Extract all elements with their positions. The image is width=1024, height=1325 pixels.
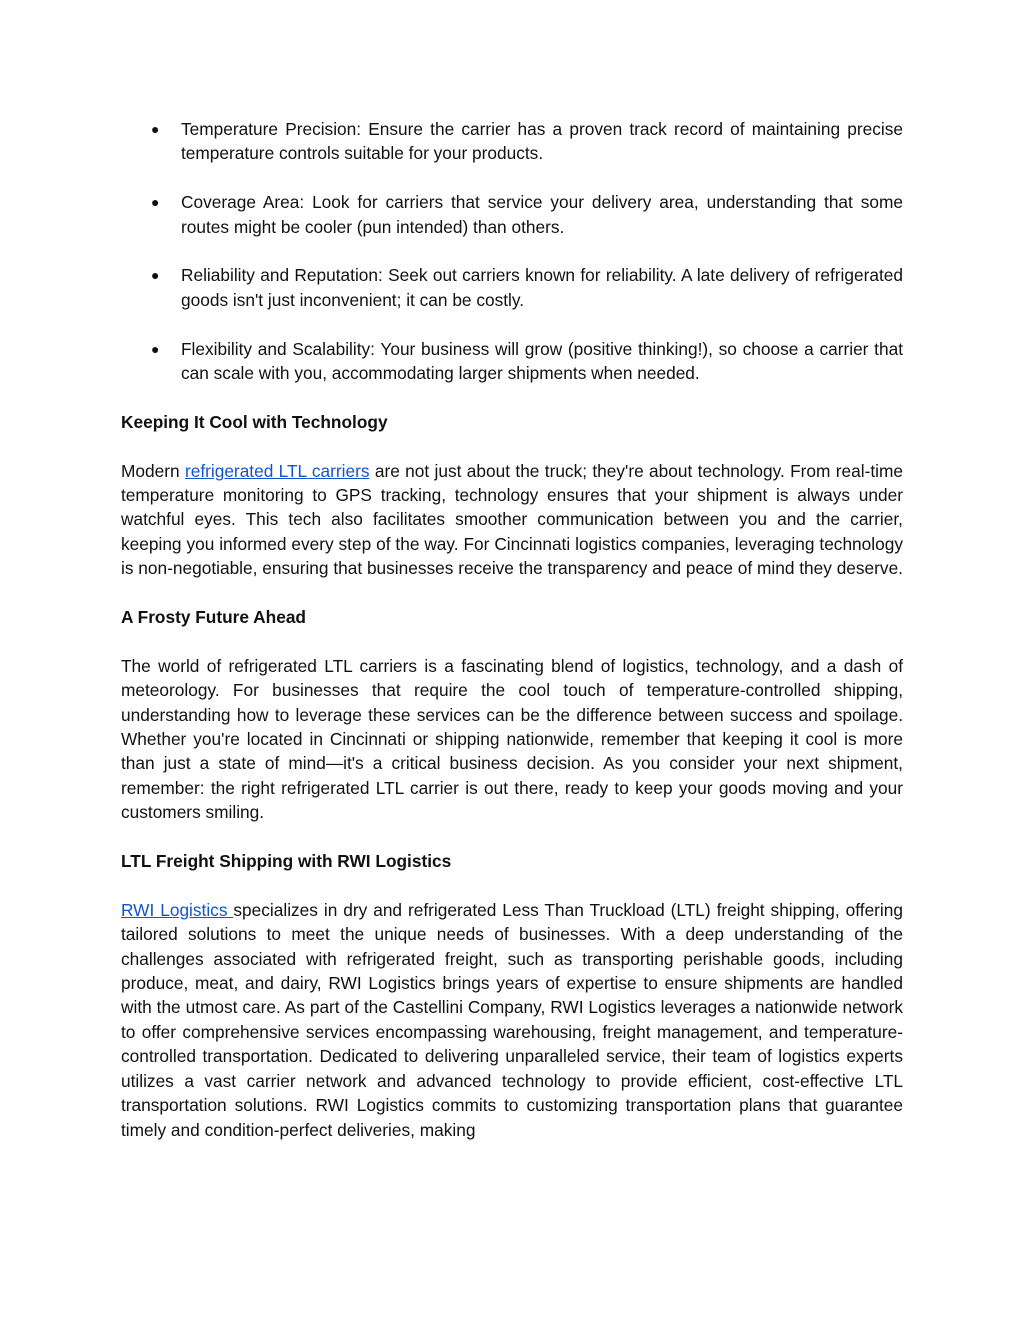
- list-item-text: Reliability and Reputation: Seek out carriers known for reliability. A late delivery of refrigerated goods isn't just inconvenient; it can be costly.: [181, 265, 903, 310]
- paragraph-text: specializes in dry and refrigerated Less Than Truckload (LTL) freight shipping, offering tailored solutions to meet the unique needs of businesses. With a deep understanding of the challenges associated with refrigerated freight, such as transporting perishable goods, including produce, meat, and dairy, RWI Logistics brings years of expertise to ensure shipments are handled with the utmost care. As part of the Castellini Company, RWI Logistics leverages a nationwide network to offer comprehensive services encompassing warehousing, freight management, and temperature-controlled transportation. Dedicated to delivering unparalleled service, their team of logistics experts utilizes a vast carrier network and advanced technology to provide efficient, cost-effective LTL transportation solutions. RWI Logistics commits to customizing transportation plans that guarantee timely and condition-perfect deliveries, making: [121, 899, 903, 1140]
- criteria-list: [121, 117, 903, 385]
- paragraph-text: Modern: [121, 460, 185, 481]
- section-heading-technology: Keeping It Cool with Technology: [121, 411, 388, 432]
- list-item: [121, 337, 903, 386]
- section-heading-rwi: LTL Freight Shipping with RWI Logistics: [121, 851, 452, 872]
- bullet-icon: ●: [151, 121, 160, 137]
- paragraph-text: are not just about the truck; they're about technology. From real-time temperature monitoring to GPS tracking, technology ensures that your shipment is always under watchful eyes. This tech also facilitates smoother communication between you and the carrier, keeping you informed every step of the way. For Cincinnati logistics companies, leveraging technology is non-negotiable, ensuring that businesses receive the transparency and peace of mind they deserve.: [121, 460, 903, 579]
- list-item: [121, 117, 903, 166]
- section-heading-future: A Frosty Future Ahead: [121, 607, 306, 628]
- technology-paragraph: [121, 459, 903, 581]
- refrigerated-ltl-carriers-link[interactable]: refrigerated LTL carriers: [184, 460, 370, 481]
- future-paragraph: The world of refrigerated LTL carriers is a fascinating blend of logistics, technology, and a dash of meteorology. For businesses that require the cool touch of temperature-controlled shipping, understanding how to leverage these services can be the difference between success and spoilage. Whether you're located in Cincinnati or shipping nationwide, remember that keeping it cool is more than just a state of mind—it's a critical business decision. As you consider your next shipment, remember: the right refrigerated LTL carrier is out there, ready to keep your goods moving and your customers smiling.: [121, 655, 903, 823]
- bullet-icon: ●: [151, 267, 160, 284]
- list-item: [121, 190, 903, 239]
- bullet-icon: ●: [151, 194, 160, 211]
- bullet-icon: ●: [151, 340, 160, 357]
- list-item-text: Coverage Area: Look for carriers that service your delivery area, understanding that some routes might be cooler (pun intended) than others.: [181, 192, 903, 237]
- list-item-text: Temperature Precision: Ensure the carrier has a proven track record of maintaining precise temperature controls suitable for your products.: [181, 119, 903, 164]
- list-item-text: Flexibility and Scalability: Your business will grow (positive thinking!), so choose a carrier that can scale with you, accommodating larger shipments when needed.: [181, 338, 903, 384]
- list-item: [121, 263, 903, 312]
- document-page: [121, 117, 903, 1166]
- rwi-logistics-link[interactable]: RWI Logistics: [121, 899, 234, 920]
- rwi-paragraph: [121, 898, 903, 1142]
